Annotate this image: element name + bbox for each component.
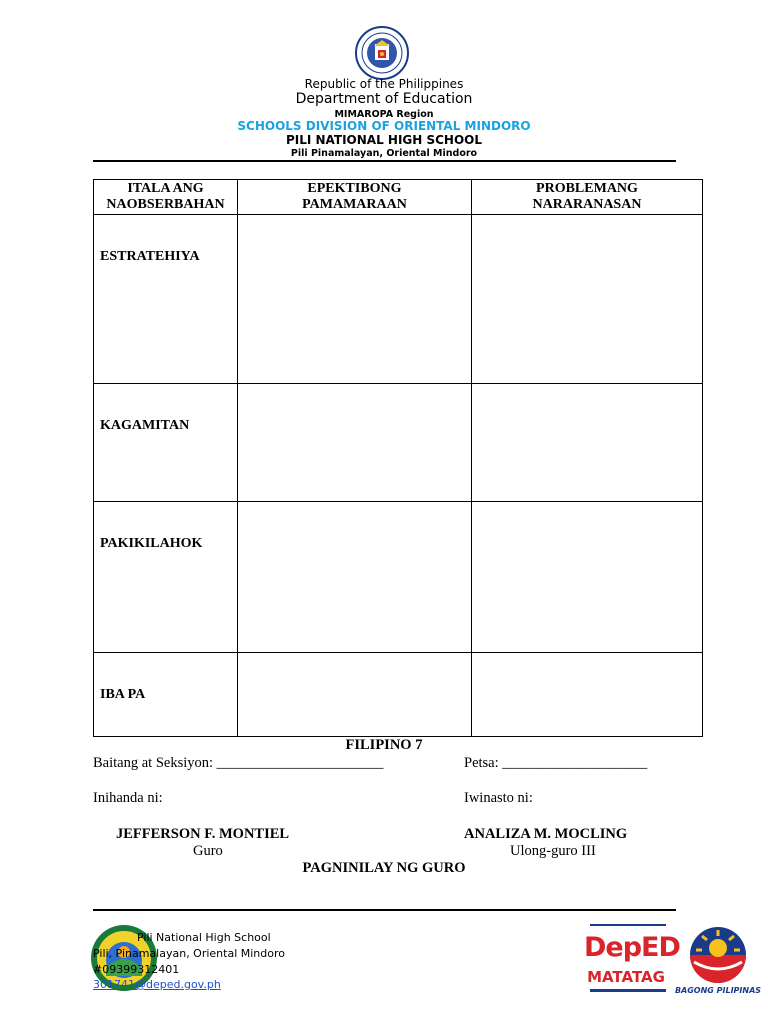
head-teacher-role: Ulong-guro III xyxy=(510,843,596,859)
table-cell[interactable] xyxy=(472,384,703,502)
bagong-pilipinas-text: BAGONG PILIPINAS xyxy=(674,986,762,995)
footer-divider xyxy=(93,909,676,911)
department-text: Department of Education xyxy=(295,91,473,107)
checked-by-label: Iwinasto ni: xyxy=(464,790,533,806)
column-header: EPEKTIBONG PAMAMARAAN xyxy=(238,180,472,215)
column-header: PROBLEMANG NARARANASAN xyxy=(472,180,703,215)
matatag-text: MATATAG xyxy=(587,968,665,986)
table-cell[interactable] xyxy=(472,653,703,737)
table-cell[interactable] xyxy=(238,215,472,384)
deped-matatag-logo xyxy=(584,924,680,996)
bagong-pilipinas-logo-icon xyxy=(686,926,750,984)
table-row xyxy=(94,502,703,653)
footer-phone: #09399312401 xyxy=(93,962,180,976)
table-cell[interactable] xyxy=(238,384,472,502)
table-row xyxy=(94,384,703,502)
row-label: IBA PA xyxy=(100,687,146,702)
footer-school: Pili National High School xyxy=(137,931,271,944)
republic-text: Republic of the Philippines xyxy=(304,77,464,91)
subject-title: FILIPINO 7 xyxy=(345,737,423,753)
deped-seal-icon xyxy=(355,26,409,80)
deped-logo-text: DepED xyxy=(584,932,680,963)
table-cell[interactable] xyxy=(472,215,703,384)
row-label: PAKIKILAHOK xyxy=(100,536,203,551)
region-text: MIMAROPA Region xyxy=(334,109,434,120)
school-address: Pili Pinamalayan, Oriental Mindoro xyxy=(290,148,478,159)
date-field[interactable]: Petsa: ____________________ xyxy=(464,755,648,771)
head-teacher-name: ANALIZA M. MOCLING xyxy=(464,826,628,842)
division-text: SCHOOLS DIVISION OF ORIENTAL MINDORO xyxy=(237,119,531,133)
table-row xyxy=(94,653,703,737)
footer-address: Pili, Pinamalayan, Oriental Mindoro xyxy=(93,947,286,960)
table-header-row xyxy=(94,180,703,215)
teacher-role: Guro xyxy=(193,843,223,859)
school-name: PILI NATIONAL HIGH SCHOOL xyxy=(285,133,483,147)
row-label: KAGAMITAN xyxy=(100,418,190,433)
table-cell[interactable] xyxy=(238,502,472,653)
grade-section-field[interactable]: Baitang at Seksiyon: _______________________ xyxy=(93,755,384,771)
header-divider xyxy=(93,160,676,162)
reflection-title: PAGNINILAY NG GURO xyxy=(302,860,466,876)
prepared-by-label: Inihanda ni: xyxy=(93,790,163,806)
column-header: ITALA ANG NAOBSERBAHAN xyxy=(94,180,238,215)
table-cell[interactable] xyxy=(472,502,703,653)
table-cell[interactable] xyxy=(238,653,472,737)
table-row xyxy=(94,215,703,384)
observation-table xyxy=(93,179,703,737)
footer-email-link[interactable]: 301741@deped.gov.ph xyxy=(93,978,221,991)
row-label: ESTRATEHIYA xyxy=(100,249,200,264)
teacher-name: JEFFERSON F. MONTIEL xyxy=(116,826,290,842)
